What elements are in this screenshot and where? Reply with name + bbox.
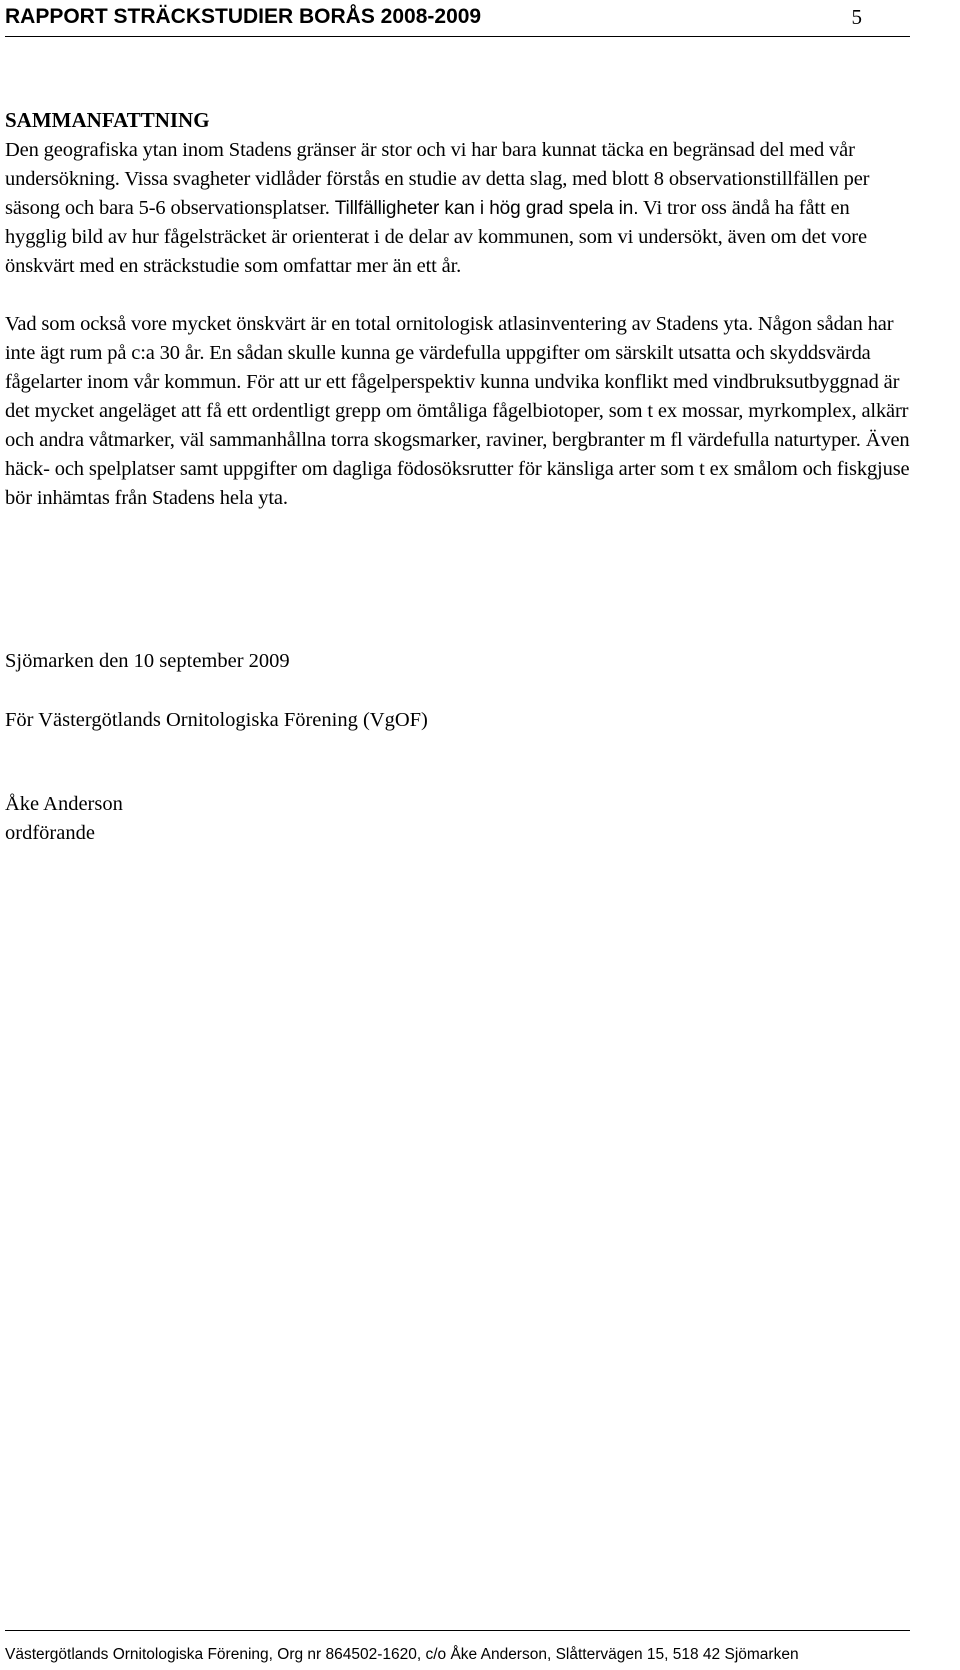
report-title: RAPPORT STRÄCKSTUDIER BORÅS 2008-2009	[5, 5, 482, 28]
paragraph-1-text-middle: Tillfälligheter kan i hög grad spela in.	[334, 198, 639, 219]
signer-title: ordförande	[5, 822, 95, 844]
paragraph-1-text-end: Vi tror oss ändå ha fått en hygglig bild av hur fågelsträcket är orienterat i de delar av kommunen, som vi undersökt, även om det vore önskvärt med en sträckstudie som omfattar mer än ett år.	[5, 197, 867, 277]
paragraph-1-text-start: Den geografiska ytan inom Stadens gränser är stor och vi har bara kunnat täcka en begränsad del med vår undersökning. Vissa svagheter vidlåder förstås en studie av detta slag, med blott 8 observationstillfällen per säsong och bara 5-6 observationsplatser.	[5, 139, 870, 219]
summary-paragraph-2: Vad som också vore mycket önskvärt är en total ornitologisk atlasinventering av Stadens yta. Någon sådan har inte ägt rum på c:a 30 år. En sådan skulle kunna ge värdefulla uppgifter om särskilt utsatta och skyddsvärda fågelarter inom vår kommun. För att ur ett fågelperspektiv kunna undvika konflikt med vindbruksutbyggnad är det mycket angeläget att få ett ordentligt grepp om ömtåliga fågelbiotoper, som t ex mossar, myrkomplex, alkärr och andra våtmarker, väl sammanhållna torra skogsmarker, raviner, bergbranter m fl värdefulla naturtyper. Även häck- och spelplatser samt uppgifter om dagliga födosöksrutter för känsliga arter som t ex smålom och fiskgjuse bör inhämtas från Stadens hela yta.	[5, 313, 910, 509]
page-footer	[5, 1630, 910, 1665]
footer-text: Västergötlands Ornitologiska Förening, Org nr 864502-1620, c/o Åke Anderson, Slåttervägen 15, 518 42 Sjömarken	[5, 1646, 799, 1663]
place-date-line: Sjömarken den 10 september 2009	[5, 650, 290, 672]
organization-line: För Västergötlands Ornitologiska Förening (VgOF)	[5, 709, 428, 731]
page-header	[5, 0, 910, 37]
summary-paragraph-1	[5, 136, 910, 281]
section-heading: SAMMANFATTNING	[5, 108, 210, 132]
signer-name: Åke Anderson	[5, 793, 123, 815]
summary-section	[5, 104, 910, 513]
page-number: 5	[851, 5, 862, 29]
